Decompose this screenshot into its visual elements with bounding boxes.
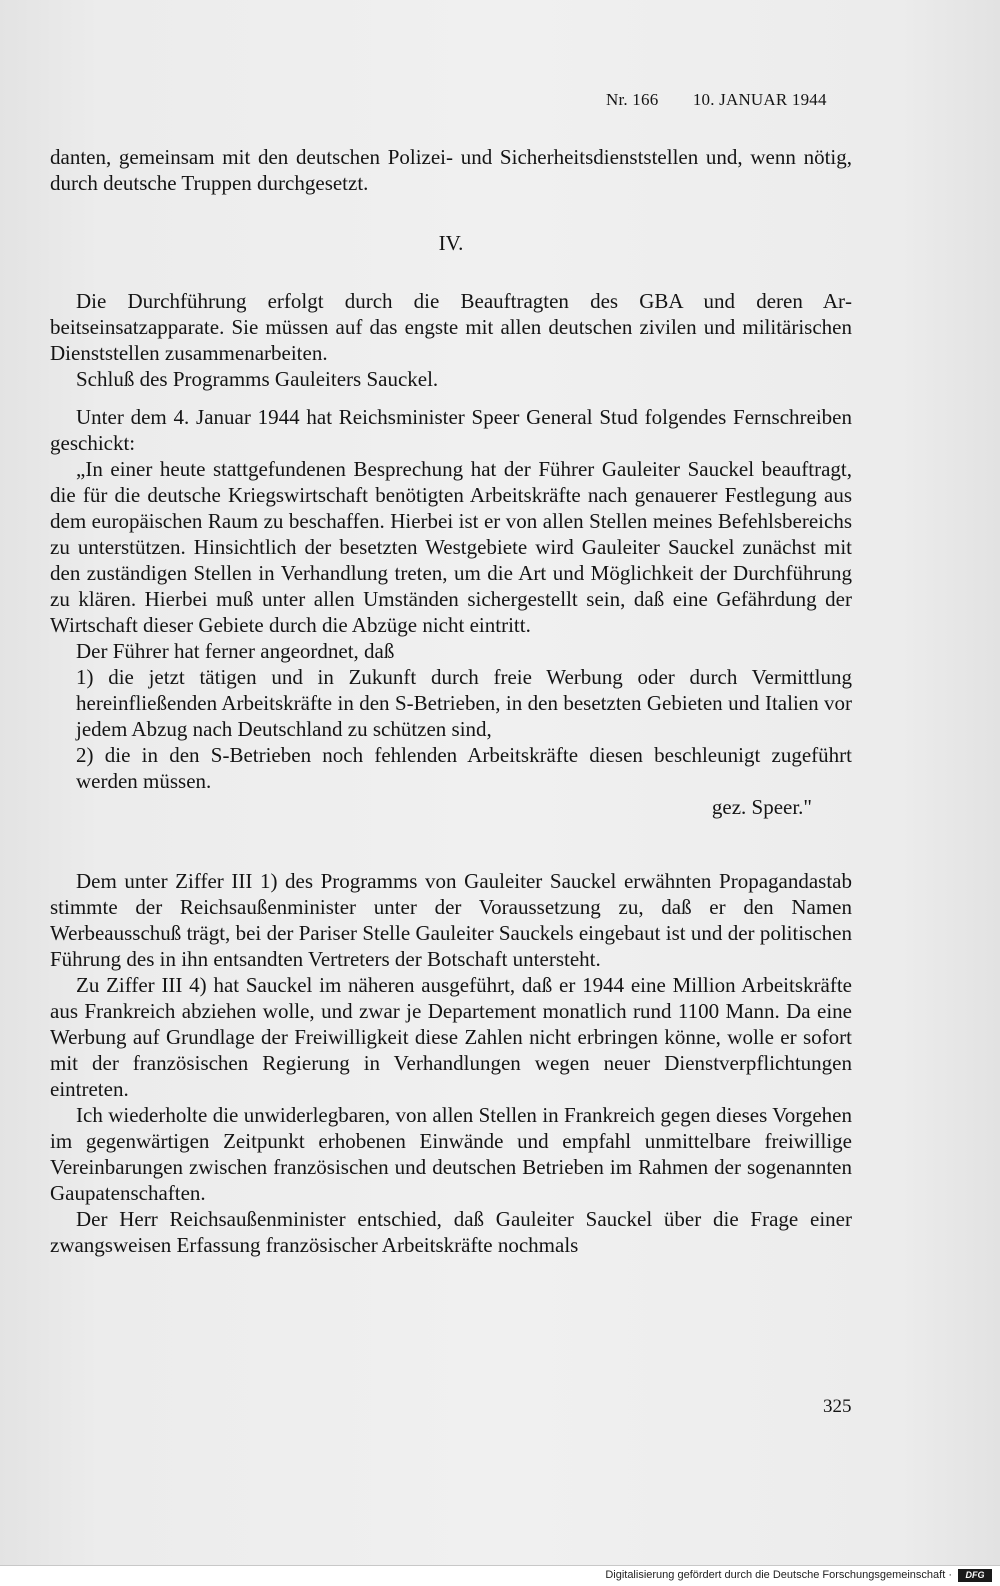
quote-paragraph: „In einer heute stattgefundenen Besprechung hat der Führer Gauleiter Sauckel beauftragt, die für die deutsche Kriegswirtschaft benötigten Arbeitskräfte nach genauerer Festlegung aus dem europäischen Raum zu beschaffen. Hierbei ist er von allen Stellen meines Befehlsbereichs zu unterstützen. Hinsichtlich der besetzten Westgebiete wird Gauleiter Sauckel zunächst mit den zuständigen Stellen in Verhandlung treten, um die Art und Möglichkeit der Durchführung zu klären. Hierbei muß unter allen Umständen sichergestellt sein, daß eine Gefährdung der Wirtschaft dieser Gebiete durch die Abzüge nicht eintritt. bbox=[50, 457, 852, 637]
section-heading: IV. bbox=[438, 231, 464, 255]
footer-bar bbox=[0, 1565, 1000, 1586]
paragraph-durchfuehrung: Die Durchführung erfolgt durch die Beauftragten des GBA und deren Arbeitseinsatzapparate. Sie müssen auf das engste mit allen deutschen zivilen und militärischen Dienststellen zusammenarbeiten. bbox=[50, 289, 852, 365]
paragraph-propagandastab: Dem unter Ziffer III 1) des Programms von Gauleiter Sauckel erwähnten Propagandastab stimmte der Reichsaußenminister unter der Voraussetzung zu, daß er den Namen Werbeausschuß trägt, bei der Pariser Stelle Gauleiter Sauckels eingebaut ist und der politischen Führung des in ihn entsandten Vertreters der Botschaft untersteht. bbox=[50, 869, 852, 971]
paragraph-continuation: danten, gemeinsam mit den deutschen Polizei- und Sicherheitsdienststellen und, wenn nötig, durch deutsche Truppen durchgesetzt. bbox=[50, 145, 852, 195]
list-item-1: 1) die jetzt tätigen und in Zukunft durch freie Werbung oder durch Vermittlung hereinfließenden Arbeitskräfte in den S-Betrieben, in den besetzten Gebieten und Italien vor jedem Abzug nach Deutschland zu schützen sind, bbox=[76, 665, 852, 741]
signature: gez. Speer." bbox=[711, 795, 812, 819]
footer-credit: Digitalisierung gefördert durch die Deutsche Forschungsgemeinschaft · bbox=[605, 1569, 952, 1581]
paragraph-einwaende: Ich wiederholte die unwiderlegbaren, von allen Stellen in Frankreich gegen dieses Vorgehen im gegenwärtigen Zeitpunkt erhobenen Einwände und empfahl unmittelbare freiwillige Vereinbarungen zwischen französischen und deutschen Betrieben im Rahmen der sogenannten Gaupatenschaften. bbox=[50, 1103, 852, 1205]
running-header bbox=[606, 90, 827, 110]
document-number: Nr. 166 bbox=[606, 90, 659, 109]
document-date: 10. JANUAR 1944 bbox=[692, 90, 827, 109]
paragraph-schluss: Schluß des Programms Gauleiters Sauckel. bbox=[76, 367, 439, 391]
paragraph-entscheidung: Der Herr Reichsaußenminister entschied, daß Gauleiter Sauckel über die Frage einer zwangsweisen Erfassung französischer Arbeitskräfte nochmals bbox=[50, 1207, 852, 1257]
paragraph-fuehrer-angeordnet: Der Führer hat ferner angeordnet, daß bbox=[76, 639, 395, 663]
list-item-2: 2) die in den S-Betrieben noch fehlenden Arbeitskräfte diesen beschleunigt zugeführt werden müssen. bbox=[76, 743, 852, 793]
body-text bbox=[50, 144, 852, 1258]
page-number: 325 bbox=[823, 1396, 852, 1417]
paragraph-fernschreiben-intro: Unter dem 4. Januar 1944 hat Reichsminister Speer General Stud folgendes Fernschreiben geschickt: bbox=[50, 405, 852, 455]
dfg-logo-icon: DFG bbox=[958, 1569, 992, 1582]
paragraph-ziffer-iii-4: Zu Ziffer III 4) hat Sauckel im näheren ausgeführt, daß er 1944 eine Million Arbeitskräfte aus Frankreich abziehen wolle, und zwar je Departement monatlich rund 1100 Mann. Da eine Werbung auf Grundlage der Freiwilligkeit diese Zahlen nicht erbringen könne, wolle er sofort mit der französischen Regierung in Verhandlungen wegen neuer Dienstverpflichtungen eintreten. bbox=[50, 973, 852, 1101]
